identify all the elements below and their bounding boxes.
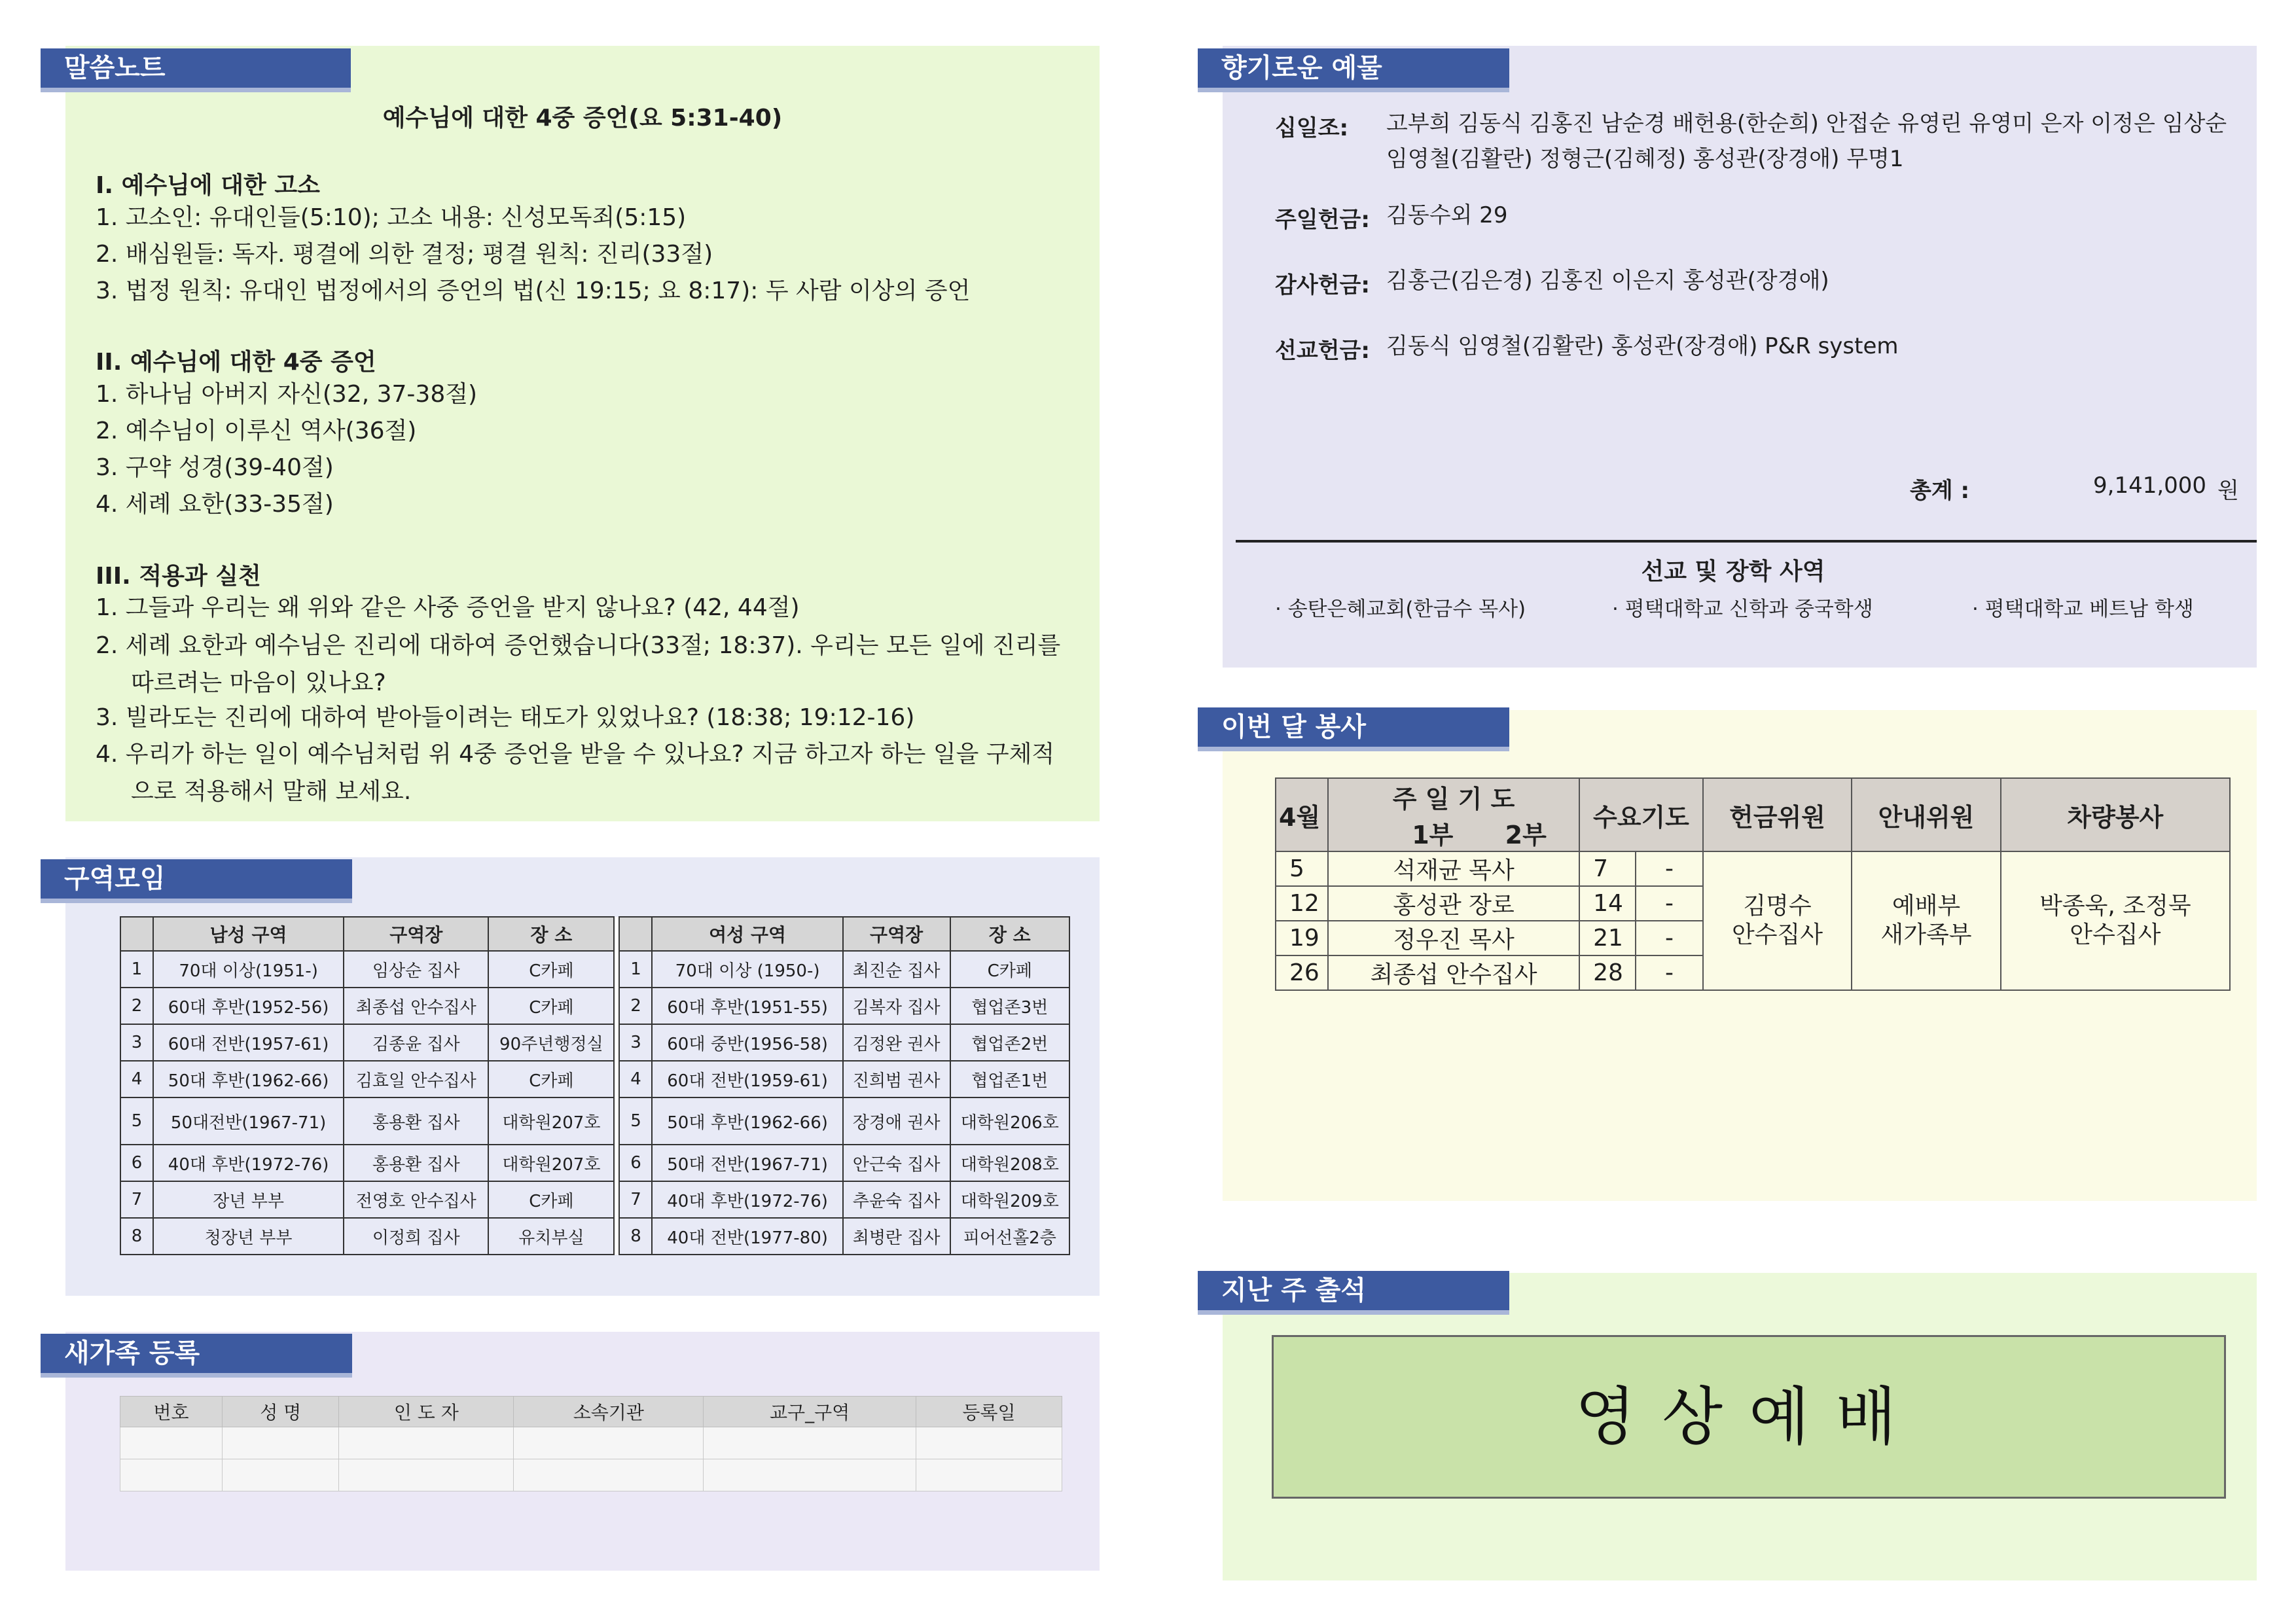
female-place: 협업존2번 (950, 1024, 1069, 1061)
row-number: 5 (120, 1097, 153, 1145)
col-number (120, 917, 153, 951)
sermon-item: 1. 하나님 아버지 자신(32, 37-38절) (96, 381, 478, 408)
col-date: 등록일 (916, 1397, 1062, 1427)
male-leader: 김종윤 집사 (344, 1024, 488, 1061)
date-cell: 26 (1276, 955, 1328, 990)
total-label: 총계 : (1910, 478, 1970, 504)
male-leader: 최종섭 안수집사 (344, 988, 488, 1024)
male-district: 60대 후반(1952-56) (153, 988, 344, 1024)
col-female-leader: 구역장 (843, 917, 950, 951)
district-row (120, 1218, 1069, 1255)
male-place: C카페 (488, 1181, 614, 1218)
male-place: 대학원207호 (488, 1145, 614, 1181)
female-place: 대학원208호 (950, 1145, 1069, 1181)
sermon-item: 4. 세례 요한(33-35절) (96, 491, 334, 518)
mission-item: · 송탄은혜교회(한금수 목사) (1275, 597, 1526, 621)
offering-committee-header: 헌금위원 (1703, 778, 1852, 851)
female-leader: 장경애 권사 (843, 1097, 950, 1145)
female-place: 대학원209호 (950, 1181, 1069, 1218)
service-panel (1223, 710, 2257, 1201)
empty-row (120, 1459, 1062, 1491)
wed-prayer-cell: - (1636, 921, 1703, 955)
female-district: 50대 전반(1967-71) (652, 1145, 842, 1181)
male-place: C카페 (488, 1061, 614, 1097)
row-number: 2 (619, 988, 652, 1024)
mission-offering-names: 김동식 임영철(김활란) 홍성관(장경애) P&R system (1386, 333, 1899, 359)
attendance-panel (1223, 1273, 2257, 1580)
mission-offering-label: 선교헌금: (1275, 338, 1370, 364)
empty-row (120, 1427, 1062, 1459)
new-family-table (120, 1396, 1062, 1491)
sermon-item: 1. 고소인: 유대인들(5:10); 고소 내용: 신성모독죄(5:15) (96, 204, 687, 231)
row-number: 4 (120, 1061, 153, 1097)
row-number: 3 (120, 1024, 153, 1061)
female-leader: 김복자 집사 (843, 988, 950, 1024)
mission-title: 선교 및 장학 사역 (1641, 558, 1825, 585)
female-leader: 최진순 집사 (843, 951, 950, 988)
male-leader: 김효일 안수집사 (344, 1061, 488, 1097)
district-row (120, 951, 1069, 988)
offering-header: 향기로운 예물 (1198, 48, 1509, 88)
section-title-2: II. 예수님에 대한 4중 증언 (96, 349, 376, 376)
offering-committee-cell: 김명수 안수집사 (1703, 851, 1852, 990)
row-number: 8 (120, 1218, 153, 1255)
row-number: 7 (619, 1181, 652, 1218)
wed-prayer-header: 수요기도 (1579, 778, 1703, 851)
table-divider (614, 1145, 619, 1181)
sermon-item: 2. 배심원들: 독자. 평결에 의한 결정; 평결 원칙: 진리(33절) (96, 241, 713, 268)
col-number (619, 917, 652, 951)
col-female-district: 여성 구역 (652, 917, 842, 951)
female-place: C카페 (950, 951, 1069, 988)
first-service-header: 1부 (1328, 815, 1473, 851)
wed-prayer-cell: - (1636, 955, 1703, 990)
table-divider (614, 1097, 619, 1145)
district-row (120, 1145, 1069, 1181)
male-leader: 전영호 안수집사 (344, 1181, 488, 1218)
sermon-item: 2. 세례 요한과 예수님은 진리에 대하여 증언했습니다(33절; 18:37). 우리는 모든 일에 진리를 따르려는 마음이 있나요? (96, 632, 1061, 696)
female-district: 60대 중반(1956-58) (652, 1024, 842, 1061)
row-number: 1 (619, 951, 652, 988)
district-row (120, 1061, 1069, 1097)
date-cell: 12 (1276, 886, 1328, 921)
service-row (1276, 851, 2230, 886)
male-place: C카페 (488, 988, 614, 1024)
col-guide: 인 도 자 (339, 1397, 514, 1427)
sunday-prayer-cell: 최종섭 안수집사 (1328, 955, 1579, 990)
row-number: 6 (120, 1145, 153, 1181)
district-row (120, 988, 1069, 1024)
vehicle-cell: 박종욱, 조정묵 안수집사 (2001, 851, 2230, 990)
female-place: 피어선홀2층 (950, 1218, 1069, 1255)
sunday-offering-names: 김동수외 29 (1386, 202, 1508, 228)
date-cell: 19 (1276, 921, 1328, 955)
wed-date-cell: 14 (1579, 886, 1636, 921)
tithe-names: 고부희 김동식 김홍진 남순경 배헌용(한순희) 안접순 유영린 유영미 은자 이정은 임상순 임영철(김활란) 정형근(김혜정) 홍성관(장경애) 무명1 (1386, 111, 2227, 172)
sermon-note-panel (65, 46, 1100, 821)
tithe-label: 십일조: (1275, 115, 1349, 141)
total-unit: 원 (2217, 478, 2239, 504)
table-divider (614, 988, 619, 1024)
male-place: 유치부실 (488, 1218, 614, 1255)
male-leader: 임상순 집사 (344, 951, 488, 988)
sermon-item: 1. 그들과 우리는 왜 위와 같은 사중 증언을 받지 않나요? (42, 44절) (96, 594, 800, 621)
sermon-item: 3. 빌라도는 진리에 대하여 받아들이려는 태도가 있었나요? (18:38; 19:12-16) (96, 704, 915, 731)
female-district: 70대 이상 (1950-) (652, 951, 842, 988)
thanks-offering-names: 김홍근(김은경) 김홍진 이은지 홍성관(장경애) (1386, 268, 1829, 294)
female-leader: 추윤숙 집사 (843, 1181, 950, 1218)
thanks-offering-label: 감사헌금: (1275, 272, 1370, 298)
col-name: 성 명 (223, 1397, 339, 1427)
row-number: 4 (619, 1061, 652, 1097)
district-row (120, 1097, 1069, 1145)
sunday-prayer-cell: 석재균 목사 (1328, 851, 1579, 886)
attendance-header: 지난 주 출석 (1198, 1271, 1509, 1310)
male-district: 40대 후반(1972-76) (153, 1145, 344, 1181)
wed-date-cell: 21 (1579, 921, 1636, 955)
female-district: 60대 전반(1959-61) (652, 1061, 842, 1097)
vehicle-header: 차량봉사 (2001, 778, 2230, 851)
col-no: 번호 (120, 1397, 223, 1427)
service-table (1275, 777, 2231, 991)
male-leader: 이정희 집사 (344, 1218, 488, 1255)
district-row (120, 1181, 1069, 1218)
male-district: 60대 전반(1957-61) (153, 1024, 344, 1061)
row-number: 3 (619, 1024, 652, 1061)
row-number: 6 (619, 1145, 652, 1181)
wed-prayer-cell: - (1636, 851, 1703, 886)
service-header: 이번 달 봉사 (1198, 707, 1509, 747)
row-number: 5 (619, 1097, 652, 1145)
male-place: 90주년행정실 (488, 1024, 614, 1061)
table-divider (614, 1218, 619, 1255)
col-male-leader: 구역장 (344, 917, 488, 951)
section-title-3: III. 적용과 실천 (96, 563, 261, 590)
female-leader: 최병란 집사 (843, 1218, 950, 1255)
wed-prayer-cell: - (1636, 886, 1703, 921)
district-meeting-panel (65, 857, 1100, 1296)
row-number: 7 (120, 1181, 153, 1218)
sunday-prayer-cell: 홍성관 장로 (1328, 886, 1579, 921)
sermon-item: 3. 구약 성경(39-40절) (96, 454, 334, 481)
district-table (120, 916, 1070, 1255)
new-family-header: 새가족 등록 (41, 1334, 352, 1373)
usher-cell: 예배부 새가족부 (1852, 851, 2000, 990)
sunday-offering-label: 주일헌금: (1275, 207, 1370, 233)
attendance-box: 영상예배 (1272, 1335, 2226, 1499)
male-leader: 홍용환 집사 (344, 1145, 488, 1181)
male-district: 청장년 부부 (153, 1218, 344, 1255)
female-place: 협업존1번 (950, 1061, 1069, 1097)
district-meeting-header: 구역모임 (41, 859, 352, 899)
male-district: 50대전반(1967-71) (153, 1097, 344, 1145)
col-female-place: 장 소 (950, 917, 1069, 951)
row-number: 8 (619, 1218, 652, 1255)
mission-item: · 평택대학교 베트남 학생 (1972, 597, 2194, 621)
date-cell: 5 (1276, 851, 1328, 886)
male-district: 50대 후반(1962-66) (153, 1061, 344, 1097)
female-district: 40대 후반(1972-76) (652, 1181, 842, 1218)
section-title-1: I. 예수님에 대한 고소 (96, 172, 320, 199)
table-divider (614, 917, 619, 951)
sunday-prayer-cell: 정우진 목사 (1328, 921, 1579, 955)
female-place: 대학원206호 (950, 1097, 1069, 1145)
sermon-note-header: 말씀노트 (41, 48, 351, 88)
male-district: 장년 부부 (153, 1181, 344, 1218)
row-number: 1 (120, 951, 153, 988)
total-amount: 9,141,000 (2093, 473, 2207, 499)
table-divider (614, 1024, 619, 1061)
sermon-item: 3. 법정 원칙: 유대인 법정에서의 증언의 법(신 19:15; 요 8:17): 두 사람 이상의 증언 (96, 277, 971, 304)
district-row (120, 1024, 1069, 1061)
wed-date-cell: 28 (1579, 955, 1636, 990)
table-divider (614, 1061, 619, 1097)
usher-header: 안내위원 (1852, 778, 2000, 851)
mission-item: · 평택대학교 신학과 중국학생 (1612, 597, 1873, 621)
sunday-prayer-header: 주 일 기 도 (1328, 778, 1579, 815)
sermon-title: 예수님에 대한 4중 증언(요 5:31-40) (382, 105, 783, 132)
col-parish: 교구_구역 (704, 1397, 916, 1427)
female-district: 50대 후반(1962-66) (652, 1097, 842, 1145)
male-leader: 홍용환 집사 (344, 1097, 488, 1145)
male-place: C카페 (488, 951, 614, 988)
female-place: 협업존3번 (950, 988, 1069, 1024)
divider (1236, 540, 2257, 543)
month-label: 4월 (1276, 778, 1328, 851)
col-male-district: 남성 구역 (153, 917, 344, 951)
offering-panel (1223, 46, 2257, 668)
wed-date-cell: 7 (1579, 851, 1636, 886)
female-leader: 진희범 권사 (843, 1061, 950, 1097)
female-district: 60대 후반(1951-55) (652, 988, 842, 1024)
table-divider (614, 951, 619, 988)
sermon-item: 4. 우리가 하는 일이 예수님처럼 위 4중 증언을 받을 수 있나요? 지금 하고자 하는 일을 구체적으로 적용해서 말해 보세요. (96, 741, 1055, 805)
female-district: 40대 전반(1977-80) (652, 1218, 842, 1255)
sermon-item: 2. 예수님이 이루신 역사(36절) (96, 418, 417, 444)
col-org: 소속기관 (514, 1397, 704, 1427)
second-service-header: 2부 (1473, 815, 1579, 851)
col-male-place: 장 소 (488, 917, 614, 951)
male-district: 70대 이상(1951-) (153, 951, 344, 988)
female-leader: 안근숙 집사 (843, 1145, 950, 1181)
male-place: 대학원207호 (488, 1097, 614, 1145)
table-divider (614, 1181, 619, 1218)
female-leader: 김정완 권사 (843, 1024, 950, 1061)
row-number: 2 (120, 988, 153, 1024)
